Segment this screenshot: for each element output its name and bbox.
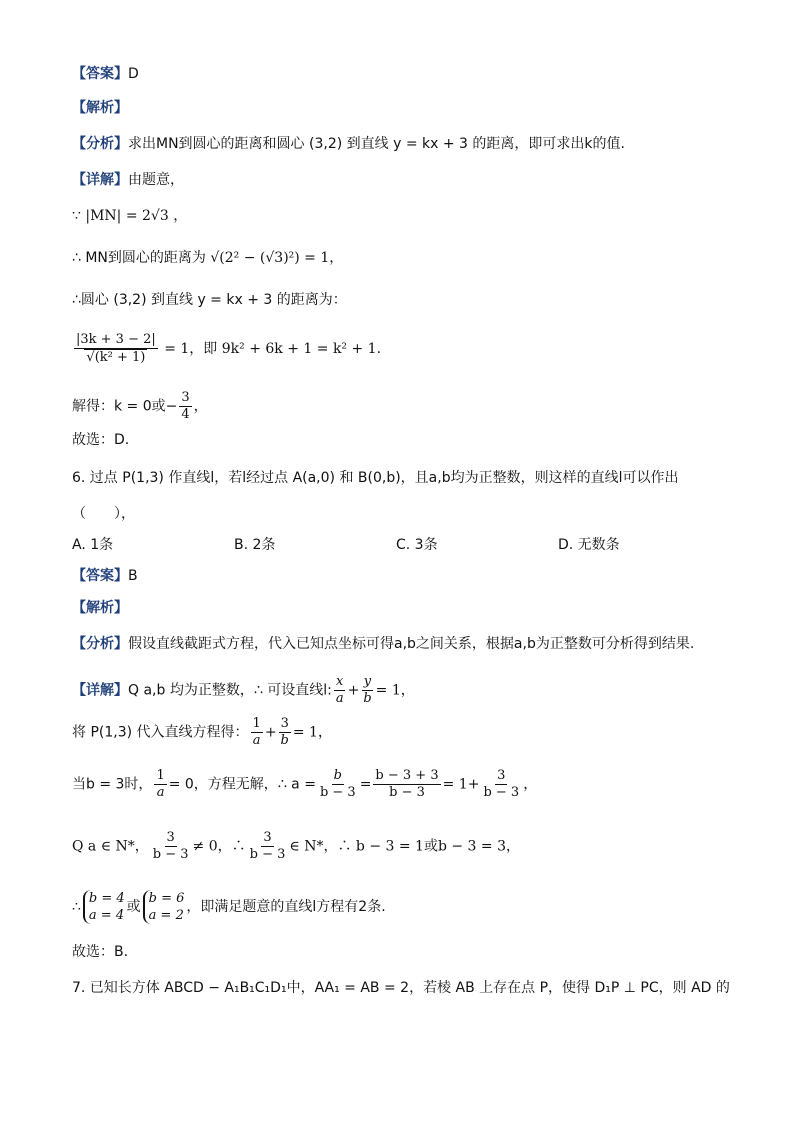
step-3-post: ， [523, 776, 538, 793]
analysis-tag: 【解析】 [72, 600, 128, 616]
q5-step-5 [72, 390, 208, 423]
frac-denominator: b [363, 691, 372, 706]
frac-numerator: 1 [156, 768, 165, 783]
q5-choice: 故选：D. [72, 432, 130, 448]
fenxi-text: 求出MN到圆心的距离和圆心 (3,2) 到直线 y = kx + 3 的距离，即可求出k的值. [128, 136, 625, 152]
q6-step-3: 当b = 3时， $\frac{1}{a}$ = 0，方程无解，∴ a = $\frac{b}{b - 3}$ = $\frac{b - 3 + 3}{b - 3}$ = 1+ $\frac{3}{b - 3}$ ， [72, 768, 538, 800]
frac-denominator: a [335, 691, 344, 706]
frac-numerator: |3k + 3 − 2| [76, 332, 156, 347]
q6-step-4 [72, 830, 520, 863]
q5-analysis-line [72, 98, 128, 118]
step-2-math: √(2² − (√3)²) = 1， [210, 250, 344, 266]
q5-step-3: ∴圆心 (3,2) 到直线 y = kx + 3 的距离为： [72, 292, 347, 308]
step-2-text: 将 P(1,3) 代入直线方程得： [72, 724, 249, 741]
frac-denominator: a [252, 733, 261, 748]
three-over-b-fraction [279, 716, 291, 749]
frac-denominator: b − 3 [483, 785, 520, 800]
k-fraction [179, 390, 191, 423]
q6-stem: 6. 过点 P(1,3) 作直线l，若l经过点 A(a,0) 和 B(0,b)，且a,b均为正整数，则这样的直线l可以作出 [72, 470, 679, 486]
brace-row: b = 6 [148, 891, 185, 906]
option-a: A. 1条 [72, 537, 114, 553]
frac-denominator: b − 3 [319, 785, 356, 800]
q6-step-5: ∴ b = 4 a = 4 或 b = 6 a = 2 ，即满足题意的直线l方程有2条. [72, 891, 386, 923]
frac-numerator: b [333, 768, 342, 783]
q6-detail-line: 【详解】Q a,b 均为正整数，∴ 可设直线l: $\frac{x}{a}$ + $\frac{y}{b}$ = 1， [72, 674, 415, 706]
step-5-post: ， [193, 398, 208, 415]
q6-analysis-line [72, 598, 128, 618]
three-over-b-fraction-2 [248, 830, 288, 863]
q5-step-4 [72, 332, 381, 366]
one-over-a-fraction [251, 716, 263, 749]
answer-value: B [128, 568, 138, 584]
frac-numerator: 3 [166, 830, 175, 845]
three-over-b-fraction [481, 768, 521, 801]
q6-fenxi-line [72, 634, 694, 654]
frac-numerator: x [336, 674, 344, 689]
b-fraction-2 [373, 768, 440, 801]
fenxi-text: 假设直线截距式方程，代入已知点坐标可得a,b之间关系，根据a,b为正整数可分析得到结果. [128, 636, 695, 652]
step-3-eq: = 1+ [442, 776, 480, 793]
detail-tag: 【详解】 [72, 172, 128, 188]
option-b: B. 2条 [234, 537, 276, 553]
q6-stem-cont: （ ）， [72, 506, 135, 522]
option-d: D. 无数条 [558, 537, 620, 553]
or-text: 或 [126, 899, 141, 915]
brace-row: a = 4 [88, 908, 125, 923]
answer-value: D [128, 66, 139, 82]
q5-step-2 [72, 248, 343, 268]
step-3-mid: = 0，方程无解，∴ a = [168, 776, 316, 793]
b-fraction [318, 768, 358, 801]
step-5-post: ，即满足题意的直线l方程有2条. [186, 899, 386, 915]
frac-denominator: b − 3 [152, 847, 189, 862]
q6-step-2: 将 P(1,3) 代入直线方程得： $\frac{1}{a}$ + $\frac{3}{b}$ = 1， [72, 716, 332, 748]
step-4-rest: = 1，即 9k² + 6k + 1 = k² + 1. [164, 341, 382, 357]
frac-denominator: √(k² + 1) [86, 350, 146, 365]
step-2-post: = 1， [292, 724, 332, 741]
brace-row: a = 2 [148, 908, 184, 923]
frac-numerator: y [363, 674, 372, 689]
step-5-text: 解得：k = 0或− [72, 398, 178, 415]
detail-tag: 【详解】 [72, 682, 128, 699]
option-c: C. 3条 [396, 537, 438, 553]
analysis-tag: 【解析】 [72, 100, 128, 116]
q7-stem: 7. 已知长方体 ABCD − A₁B₁C₁D₁中，AA₁ = AB = 2，若棱 AB 上存在点 P，使得 D₁P ⊥ PC，则 AD 的 [72, 980, 730, 996]
step-4-mid: ≠ 0，∴ [192, 838, 246, 855]
frac-numerator: 3 [263, 830, 272, 845]
detail-text: Q a,b 均为正整数，∴ 可设直线l: [128, 682, 332, 699]
frac-denominator: b [280, 733, 289, 748]
q5-answer-line [72, 64, 139, 84]
step-2-text: ∴ MN到圆心的距离为 [72, 250, 206, 266]
distance-fraction [74, 332, 158, 366]
detail-text: 由题意， [128, 172, 184, 188]
detail-post: = 1， [375, 682, 415, 699]
system-brace-2 [143, 890, 185, 924]
step-4-text: Q a ∈ N*， [72, 838, 149, 855]
step-3-text: 当b = 3时， [72, 776, 153, 793]
three-over-b-fraction [151, 830, 191, 863]
y-over-b-fraction [361, 674, 373, 707]
one-over-a-fraction [154, 768, 166, 801]
fenxi-tag: 【分析】 [72, 636, 128, 652]
answer-tag: 【答案】 [72, 66, 128, 82]
q6-answer-line [72, 566, 138, 586]
frac-denominator: b − 3 [389, 785, 425, 800]
step-4-post: ∈ N*，∴ b − 3 = 1或b − 3 = 3， [289, 838, 520, 855]
x-over-a-fraction [334, 674, 346, 707]
frac-numerator: 3 [497, 768, 506, 783]
q5-detail-line [72, 170, 184, 190]
frac-denominator: 4 [181, 407, 190, 422]
frac-denominator: b − 3 [249, 847, 286, 862]
q5-fenxi-line [72, 134, 625, 154]
frac-numerator: 3 [181, 390, 190, 405]
system-brace-1 [83, 890, 125, 924]
frac-denominator: a [156, 785, 165, 800]
frac-numerator: b − 3 + 3 [375, 768, 439, 783]
q6-choice: 故选：B. [72, 944, 129, 960]
fenxi-tag: 【分析】 [72, 136, 128, 152]
frac-numerator: 3 [280, 716, 289, 731]
answer-tag: 【答案】 [72, 568, 128, 584]
q5-step-1: ∵ |MN| = 2√3 ， [72, 208, 188, 224]
frac-numerator: 1 [252, 716, 261, 731]
brace-row: b = 4 [88, 891, 125, 906]
